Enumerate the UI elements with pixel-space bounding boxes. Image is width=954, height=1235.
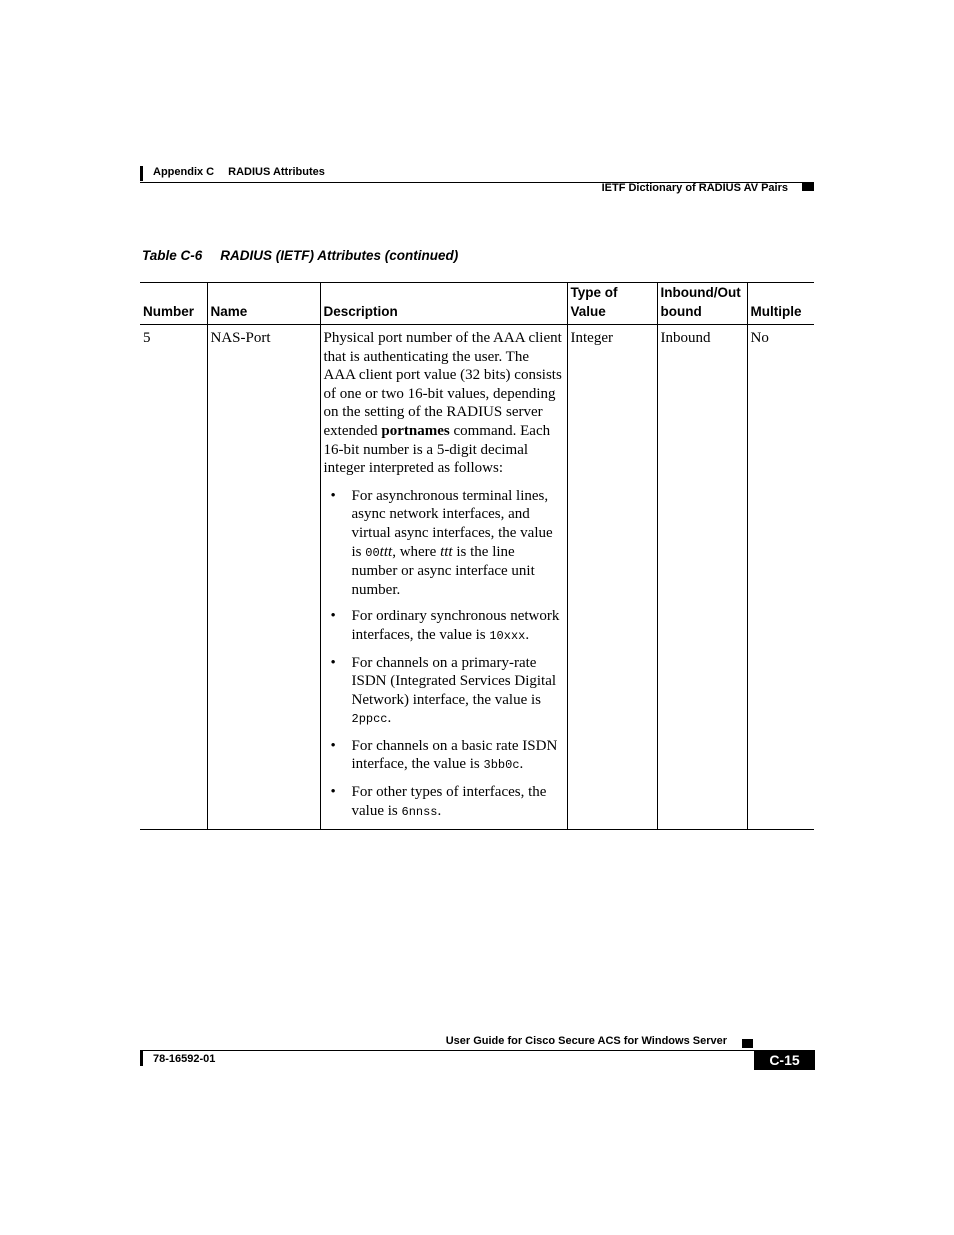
- cell-number: 5: [140, 325, 207, 830]
- cell-inbound-outbound: Inbound: [657, 325, 747, 830]
- bullet-text: For asynchronous terminal lines, async network interfaces, and virtual async interfaces, the value is: [351, 487, 553, 560]
- bullet-text: is the line number or async interface unit number.: [351, 543, 535, 598]
- footer-marker: [742, 1039, 753, 1048]
- header-type-line1: Type of: [570, 285, 618, 300]
- cell-type-of-value: Integer: [567, 325, 657, 830]
- header-left-bar: [140, 166, 143, 181]
- bullet-text: .: [525, 626, 530, 643]
- port-value-list: [324, 487, 564, 822]
- cell-description: [320, 325, 567, 830]
- bullet-text: .: [437, 802, 442, 819]
- bullet-text: For other types of interfaces, the value is: [351, 784, 547, 819]
- header-inout-line2: bound: [660, 304, 702, 319]
- bullet-text: For channels on a basic rate ISDN interface, the value is: [351, 737, 558, 773]
- italic-var: ttt: [379, 543, 393, 560]
- intro-text-end: command. Each 16-bit number is a 5-digit decimal integer interpreted as follows:: [323, 422, 551, 477]
- description-intro: [324, 329, 564, 478]
- table-label: Table C-6: [142, 248, 203, 263]
- cell-name: NAS-Port: [207, 325, 320, 830]
- code-value: 00: [365, 545, 380, 560]
- intro-text: Physical port number of the AAA client that is authenticating the user. The AAA client port value (32 bits) consists of one or two 16-bit values, depending on the setting of the RADIUS server extended: [323, 330, 562, 439]
- header-type-of-value: [567, 283, 657, 325]
- header-inbound-outbound: [657, 283, 747, 325]
- table-header-row: [140, 283, 814, 325]
- attributes-table: [140, 282, 814, 830]
- section-title: IETF Dictionary of RADIUS AV Pairs: [601, 182, 788, 194]
- guide-title: User Guide for Cisco Secure ACS for Windows Server: [445, 1035, 727, 1047]
- table-row: [140, 325, 814, 830]
- appendix-label: Appendix C: [153, 166, 215, 178]
- bullet-text: , where: [392, 543, 441, 560]
- table-title: RADIUS (IETF) Attributes (continued): [220, 248, 459, 263]
- code-value: 6nnss: [401, 804, 438, 819]
- table-caption: [142, 248, 458, 263]
- footer-rule: [140, 1050, 754, 1051]
- running-header-left: [153, 166, 325, 178]
- list-item: [324, 737, 564, 775]
- code-value: 10xxx: [489, 628, 526, 643]
- portnames-keyword: portnames: [381, 422, 450, 439]
- list-item: [324, 607, 564, 645]
- header-number: Number: [140, 283, 207, 325]
- bullet-text: .: [387, 710, 392, 727]
- bullet-text: .: [519, 756, 524, 773]
- header-marker: [802, 182, 814, 191]
- list-item: [324, 783, 564, 821]
- chapter-title: RADIUS Attributes: [228, 166, 325, 178]
- bullet-text: For channels on a primary-rate ISDN (Integrated Services Digital Network) interface, the value is: [351, 654, 557, 708]
- list-item: [324, 654, 564, 729]
- list-item: [324, 487, 564, 600]
- header-type-line2: Value: [570, 304, 606, 319]
- code-value: 3bb0c: [483, 758, 520, 773]
- cell-multiple: No: [747, 325, 814, 830]
- code-value: 2ppcc: [351, 712, 388, 727]
- header-inout-line1: Inbound/Out: [660, 285, 741, 300]
- page-number: C-15: [754, 1050, 815, 1070]
- italic-var: ttt: [440, 543, 453, 560]
- footer-left-bar: [140, 1050, 143, 1066]
- header-multiple: Multiple: [747, 283, 814, 325]
- doc-number: 78-16592-01: [153, 1053, 216, 1065]
- header-description: Description: [320, 283, 567, 325]
- header-name: Name: [207, 283, 320, 325]
- bullet-text: For ordinary synchronous network interfaces, the value is: [351, 608, 560, 643]
